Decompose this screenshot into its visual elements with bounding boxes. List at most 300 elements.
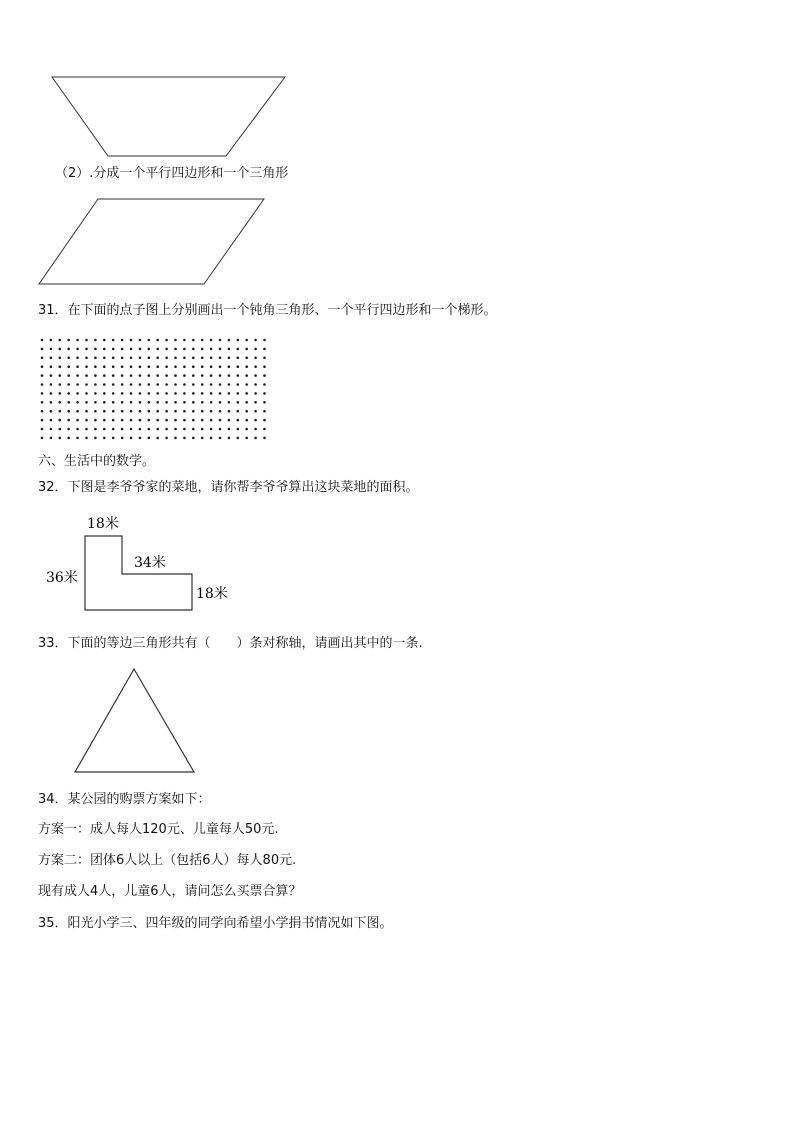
grid-dot	[156, 401, 159, 404]
grid-dot	[59, 348, 62, 351]
grid-dot	[130, 339, 133, 342]
grid-dot	[192, 383, 195, 386]
grid-dot	[67, 410, 70, 413]
grid-dot	[139, 365, 142, 368]
grid-dot	[85, 365, 88, 368]
grid-dot	[228, 392, 231, 395]
ticket-plan-1: 方案一：成人每人120元、儿童每人50元.	[38, 822, 279, 837]
grid-dot	[139, 339, 142, 342]
grid-dot	[263, 401, 266, 404]
grid-dot	[50, 392, 53, 395]
grid-dot	[41, 374, 44, 377]
grid-dot	[245, 374, 248, 377]
grid-dot	[94, 428, 97, 431]
grid-dot	[237, 428, 240, 431]
question-34: 34．某公园的购票方案如下：	[38, 792, 211, 807]
grid-dot	[201, 410, 204, 413]
grid-dot	[263, 357, 266, 360]
grid-dot	[121, 410, 124, 413]
grid-dot	[94, 401, 97, 404]
grid-dot	[254, 357, 257, 360]
grid-dot	[156, 383, 159, 386]
grid-dot	[67, 392, 70, 395]
grid-dot	[237, 437, 240, 440]
grid-dot	[192, 365, 195, 368]
question-31: 31．在下面的点子图上分别画出一个钝角三角形、一个平行四边形和一个梯形。	[38, 303, 497, 318]
grid-dot	[156, 437, 159, 440]
grid-dot	[148, 365, 151, 368]
equilateral-triangle-figure[interactable]	[72, 666, 198, 776]
grid-dot	[139, 437, 142, 440]
grid-dot	[85, 348, 88, 351]
grid-dot	[94, 437, 97, 440]
grid-dot	[139, 410, 142, 413]
grid-dot	[112, 428, 115, 431]
grid-dot	[210, 383, 213, 386]
grid-dot	[237, 357, 240, 360]
grid-dot	[156, 357, 159, 360]
grid-dot	[59, 374, 62, 377]
grid-dot	[192, 348, 195, 351]
grid-dot	[245, 410, 248, 413]
grid-dot	[67, 383, 70, 386]
grid-dot	[254, 392, 257, 395]
grid-dot	[228, 383, 231, 386]
grid-dot	[201, 383, 204, 386]
grid-dot	[76, 392, 79, 395]
grid-dot	[50, 383, 53, 386]
grid-dot	[228, 365, 231, 368]
grid-dot	[183, 357, 186, 360]
grid-dot	[165, 357, 168, 360]
ticket-question: 现有成人4人，儿童6人，请问怎么买票合算？	[38, 884, 302, 899]
grid-dot	[59, 383, 62, 386]
section-6-title: 六、生活中的数学。	[38, 454, 156, 469]
grid-dot	[219, 374, 222, 377]
grid-dot	[121, 428, 124, 431]
grid-dot	[50, 437, 53, 440]
grid-dot	[76, 383, 79, 386]
grid-dot	[103, 348, 106, 351]
grid-dot	[76, 437, 79, 440]
grid-dot	[201, 339, 204, 342]
grid-dot	[210, 392, 213, 395]
grid-dot	[130, 428, 133, 431]
grid-dot	[183, 365, 186, 368]
grid-dot	[112, 410, 115, 413]
grid-dot	[130, 437, 133, 440]
grid-dot	[165, 374, 168, 377]
grid-dot	[139, 348, 142, 351]
grid-dot	[174, 365, 177, 368]
grid-dot	[210, 374, 213, 377]
grid-dot	[148, 339, 151, 342]
grid-dot	[192, 419, 195, 422]
grid-dot	[67, 437, 70, 440]
grid-dot	[263, 410, 266, 413]
grid-dot	[130, 392, 133, 395]
grid-dot	[67, 419, 70, 422]
grid-dot	[210, 410, 213, 413]
grid-dot	[112, 339, 115, 342]
grid-dot	[210, 437, 213, 440]
grid-dot	[174, 437, 177, 440]
garden-label-top: 18米	[87, 516, 119, 532]
garden-l-shape-figure	[40, 510, 240, 614]
grid-dot	[41, 437, 44, 440]
grid-dot	[254, 410, 257, 413]
grid-dot	[94, 348, 97, 351]
dot-grid[interactable]	[38, 336, 270, 442]
grid-dot	[228, 339, 231, 342]
grid-dot	[59, 339, 62, 342]
grid-dot	[130, 401, 133, 404]
grid-dot	[183, 374, 186, 377]
grid-dot	[210, 401, 213, 404]
grid-dot	[219, 365, 222, 368]
grid-dot	[41, 383, 44, 386]
grid-dot	[228, 437, 231, 440]
grid-dot	[219, 428, 222, 431]
grid-dot	[228, 419, 231, 422]
grid-dot	[148, 410, 151, 413]
grid-dot	[174, 374, 177, 377]
grid-dot	[50, 339, 53, 342]
grid-dot	[237, 348, 240, 351]
grid-dot	[201, 437, 204, 440]
grid-dot	[103, 401, 106, 404]
trapezoid-figure	[48, 74, 290, 160]
grid-dot	[183, 428, 186, 431]
grid-dot	[148, 428, 151, 431]
grid-dot	[165, 437, 168, 440]
grid-dot	[254, 419, 257, 422]
grid-dot	[103, 392, 106, 395]
grid-dot	[245, 437, 248, 440]
grid-dot	[121, 365, 124, 368]
grid-dot	[254, 401, 257, 404]
grid-dot	[41, 419, 44, 422]
grid-dot	[148, 392, 151, 395]
grid-dot	[103, 383, 106, 386]
grid-dot	[245, 419, 248, 422]
grid-dot	[219, 339, 222, 342]
grid-dot	[210, 339, 213, 342]
grid-dot	[130, 357, 133, 360]
grid-dot	[245, 428, 248, 431]
grid-dot	[237, 392, 240, 395]
grid-dot	[41, 348, 44, 351]
grid-dot	[76, 365, 79, 368]
grid-dot	[192, 428, 195, 431]
grid-dot	[254, 374, 257, 377]
grid-dot	[94, 392, 97, 395]
grid-dot	[139, 401, 142, 404]
grid-dot	[85, 437, 88, 440]
grid-dot	[112, 374, 115, 377]
grid-dot	[103, 410, 106, 413]
grid-dot	[94, 365, 97, 368]
grid-dot	[219, 383, 222, 386]
grid-dot	[263, 374, 266, 377]
garden-label-middle: 34米	[134, 555, 166, 571]
grid-dot	[156, 410, 159, 413]
grid-dot	[192, 410, 195, 413]
grid-dot	[103, 374, 106, 377]
grid-dot	[228, 428, 231, 431]
grid-dot	[130, 383, 133, 386]
grid-dot	[94, 419, 97, 422]
grid-dot	[76, 374, 79, 377]
grid-dot	[228, 348, 231, 351]
grid-dot	[263, 348, 266, 351]
grid-dot	[41, 357, 44, 360]
grid-dot	[76, 428, 79, 431]
grid-dot	[228, 410, 231, 413]
grid-dot	[210, 348, 213, 351]
garden-label-left: 36米	[46, 570, 78, 586]
grid-dot	[183, 437, 186, 440]
grid-dot	[210, 428, 213, 431]
grid-dot	[192, 374, 195, 377]
grid-dot	[112, 383, 115, 386]
grid-dot	[50, 357, 53, 360]
grid-dot	[85, 392, 88, 395]
grid-dot	[41, 365, 44, 368]
grid-dot	[263, 383, 266, 386]
grid-dot	[174, 419, 177, 422]
grid-dot	[59, 365, 62, 368]
grid-dot	[263, 419, 266, 422]
grid-dot	[112, 357, 115, 360]
grid-dot	[76, 410, 79, 413]
grid-dot	[201, 374, 204, 377]
grid-dot	[254, 348, 257, 351]
grid-dot	[130, 374, 133, 377]
grid-dot	[192, 392, 195, 395]
grid-dot	[174, 392, 177, 395]
grid-dot	[254, 383, 257, 386]
grid-dot	[183, 392, 186, 395]
grid-dot	[219, 357, 222, 360]
grid-dot	[148, 437, 151, 440]
grid-dot	[67, 339, 70, 342]
grid-dot	[165, 383, 168, 386]
question-32: 32．下图是李爷爷家的菜地，请你帮李爷爷算出这块菜地的面积。	[38, 480, 419, 495]
grid-dot	[76, 401, 79, 404]
grid-dot	[85, 410, 88, 413]
garden-label-right: 18米	[196, 586, 228, 602]
grid-dot	[174, 357, 177, 360]
grid-dot	[139, 383, 142, 386]
grid-dot	[50, 428, 53, 431]
grid-dot	[121, 419, 124, 422]
grid-dot	[237, 401, 240, 404]
grid-dot	[237, 374, 240, 377]
part2-instruction: （2）.分成一个平行四边形和一个三角形	[55, 166, 289, 181]
grid-dot	[183, 401, 186, 404]
grid-dot	[50, 401, 53, 404]
grid-dot	[85, 374, 88, 377]
grid-dot	[94, 410, 97, 413]
grid-dot	[85, 428, 88, 431]
grid-dot	[85, 419, 88, 422]
grid-dot	[59, 401, 62, 404]
grid-dot	[103, 365, 106, 368]
grid-dot	[94, 383, 97, 386]
grid-dot	[41, 410, 44, 413]
grid-dot	[50, 419, 53, 422]
grid-dot	[165, 392, 168, 395]
grid-dot	[156, 365, 159, 368]
grid-dot	[121, 357, 124, 360]
grid-dot	[201, 428, 204, 431]
grid-dot	[130, 348, 133, 351]
grid-dot	[174, 339, 177, 342]
grid-dot	[121, 392, 124, 395]
grid-dot	[59, 410, 62, 413]
grid-dot	[254, 428, 257, 431]
parallelogram-figure	[36, 196, 268, 288]
grid-dot	[165, 419, 168, 422]
grid-dot	[139, 392, 142, 395]
grid-dot	[201, 365, 204, 368]
ticket-plan-2: 方案二：团体6人以上（包括6人）每人80元.	[38, 853, 297, 868]
grid-dot	[192, 437, 195, 440]
grid-dot	[263, 392, 266, 395]
grid-dot	[67, 365, 70, 368]
grid-dot	[228, 357, 231, 360]
grid-dot	[192, 401, 195, 404]
grid-dot	[112, 348, 115, 351]
grid-dot	[59, 357, 62, 360]
grid-dot	[139, 357, 142, 360]
grid-dot	[245, 401, 248, 404]
grid-dot	[263, 437, 266, 440]
grid-dot	[121, 383, 124, 386]
grid-dot	[103, 419, 106, 422]
grid-dot	[165, 365, 168, 368]
grid-dot	[59, 437, 62, 440]
grid-dot	[121, 348, 124, 351]
grid-dot	[237, 419, 240, 422]
grid-dot	[183, 419, 186, 422]
grid-dot	[148, 419, 151, 422]
grid-dot	[148, 357, 151, 360]
grid-dot	[85, 383, 88, 386]
grid-dot	[41, 392, 44, 395]
grid-dot	[219, 401, 222, 404]
grid-dot	[139, 419, 142, 422]
grid-dot	[183, 348, 186, 351]
grid-dot	[201, 419, 204, 422]
grid-dot	[201, 401, 204, 404]
grid-dot	[210, 419, 213, 422]
grid-dot	[228, 401, 231, 404]
grid-dot	[219, 437, 222, 440]
grid-dot	[121, 374, 124, 377]
grid-dot	[174, 428, 177, 431]
grid-dot	[85, 357, 88, 360]
grid-dot	[245, 357, 248, 360]
grid-dot	[156, 348, 159, 351]
grid-dot	[112, 365, 115, 368]
grid-dot	[263, 428, 266, 431]
grid-dot	[67, 401, 70, 404]
grid-dot	[174, 383, 177, 386]
grid-dot	[41, 428, 44, 431]
grid-dot	[263, 365, 266, 368]
grid-dot	[254, 339, 257, 342]
grid-dot	[210, 357, 213, 360]
grid-dot	[219, 419, 222, 422]
grid-dot	[59, 392, 62, 395]
grid-dot	[174, 410, 177, 413]
grid-dot	[85, 401, 88, 404]
grid-dot	[41, 339, 44, 342]
grid-dot	[59, 428, 62, 431]
grid-dot	[148, 374, 151, 377]
grid-dot	[156, 428, 159, 431]
grid-dot	[192, 357, 195, 360]
grid-dot	[245, 365, 248, 368]
grid-dot	[165, 428, 168, 431]
grid-dot	[165, 339, 168, 342]
grid-dot	[50, 374, 53, 377]
grid-dot	[219, 392, 222, 395]
grid-dot	[245, 348, 248, 351]
grid-dot	[148, 383, 151, 386]
grid-dot	[76, 419, 79, 422]
grid-dot	[67, 348, 70, 351]
grid-dot	[41, 401, 44, 404]
grid-dot	[201, 392, 204, 395]
grid-dot	[183, 410, 186, 413]
grid-dot	[228, 374, 231, 377]
grid-dot	[103, 339, 106, 342]
grid-dot	[94, 374, 97, 377]
grid-dot	[112, 437, 115, 440]
grid-dot	[103, 437, 106, 440]
grid-dot	[112, 419, 115, 422]
grid-dot	[183, 339, 186, 342]
grid-dot	[174, 348, 177, 351]
grid-dot	[156, 339, 159, 342]
grid-dot	[130, 419, 133, 422]
grid-dot	[165, 410, 168, 413]
question-35: 35．阳光小学三、四年级的同学向希望小学捐书情况如下图。	[38, 916, 393, 931]
grid-dot	[94, 357, 97, 360]
grid-dot	[165, 348, 168, 351]
grid-dot	[67, 357, 70, 360]
grid-dot	[94, 339, 97, 342]
grid-dot	[112, 392, 115, 395]
grid-dot	[263, 339, 266, 342]
grid-dot	[237, 365, 240, 368]
grid-dot	[67, 374, 70, 377]
grid-dot	[174, 401, 177, 404]
grid-dot	[50, 365, 53, 368]
grid-dot	[254, 437, 257, 440]
grid-dot	[219, 410, 222, 413]
grid-dot	[237, 410, 240, 413]
grid-dot	[156, 374, 159, 377]
grid-dot	[201, 348, 204, 351]
grid-dot	[130, 365, 133, 368]
grid-dot	[165, 401, 168, 404]
grid-dot	[121, 401, 124, 404]
grid-dot	[245, 392, 248, 395]
